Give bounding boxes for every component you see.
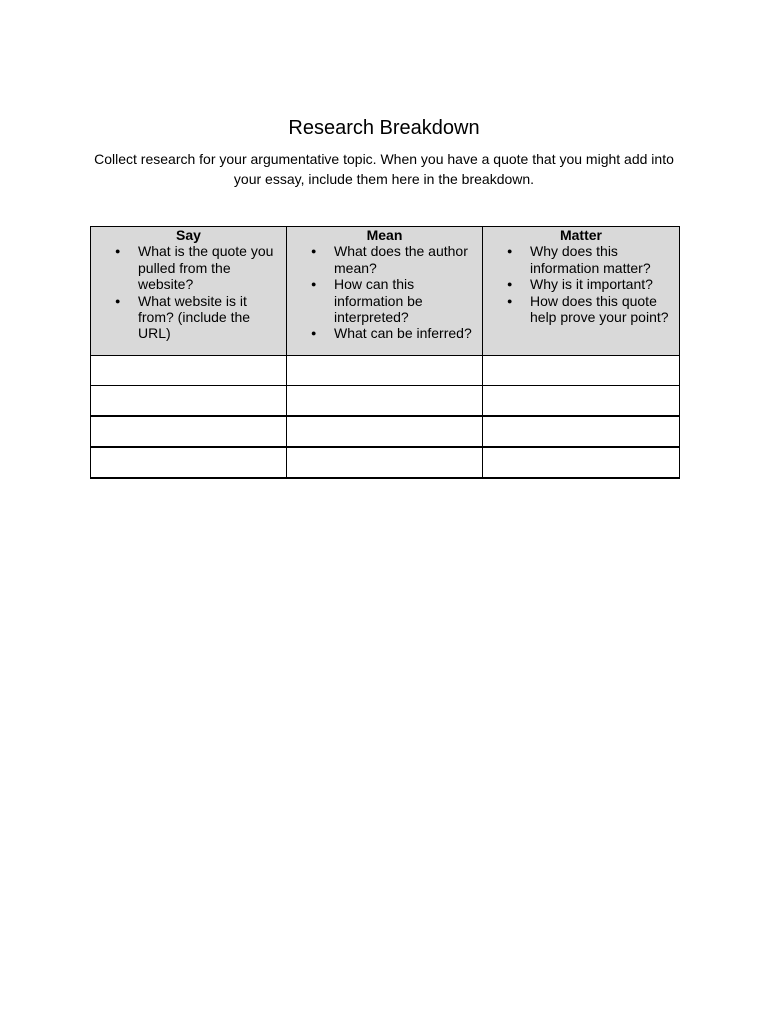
matter-cell[interactable] [483,386,680,417]
table-header-row [91,227,680,356]
mean-cell[interactable] [287,416,483,447]
say-cell[interactable] [91,416,287,447]
column-header-say [91,227,287,356]
say-cell[interactable] [91,386,287,417]
matter-cell[interactable] [483,447,680,478]
matter-prompt-list [483,243,679,325]
table-row [91,447,680,478]
table-row [91,386,680,417]
say-prompt-list [91,243,286,341]
column-header-matter [483,227,680,356]
matter-prompt-item: ● Why does this information matter? [530,243,679,276]
mean-prompt-item: ● What does the author mean? [334,243,482,276]
table-row [91,356,680,386]
matter-cell[interactable] [483,416,680,447]
mean-prompt-item: ● How can this information be interpreted? [334,276,482,325]
instructions-paragraph: Collect research for your argumentative topic. When you have a quote that you might add into your essay, include them here in the breakdown. [94,151,674,187]
column-title-mean: Mean [366,227,403,243]
mean-prompt-item: ● What can be inferred? [334,325,482,341]
matter-cell[interactable] [483,356,680,386]
matter-prompt-item: ● How does this quote help prove your point? [530,293,679,326]
mean-cell[interactable] [287,447,483,478]
research-breakdown-table [90,226,680,479]
mean-cell[interactable] [287,386,483,417]
column-header-mean [287,227,483,356]
mean-cell[interactable] [287,356,483,386]
table-row [91,416,680,447]
matter-prompt-item: ● Why is it important? [530,276,679,292]
column-title-matter: Matter [559,227,602,243]
say-prompt-item: ● What website is it from? (include the URL) [138,293,286,342]
say-prompt-item: ● What is the quote you pulled from the website? [138,243,286,292]
page-title: Research Breakdown [288,117,480,139]
mean-prompt-list [287,243,482,341]
column-title-say: Say [176,227,201,243]
say-cell[interactable] [91,356,287,386]
say-cell[interactable] [91,447,287,478]
